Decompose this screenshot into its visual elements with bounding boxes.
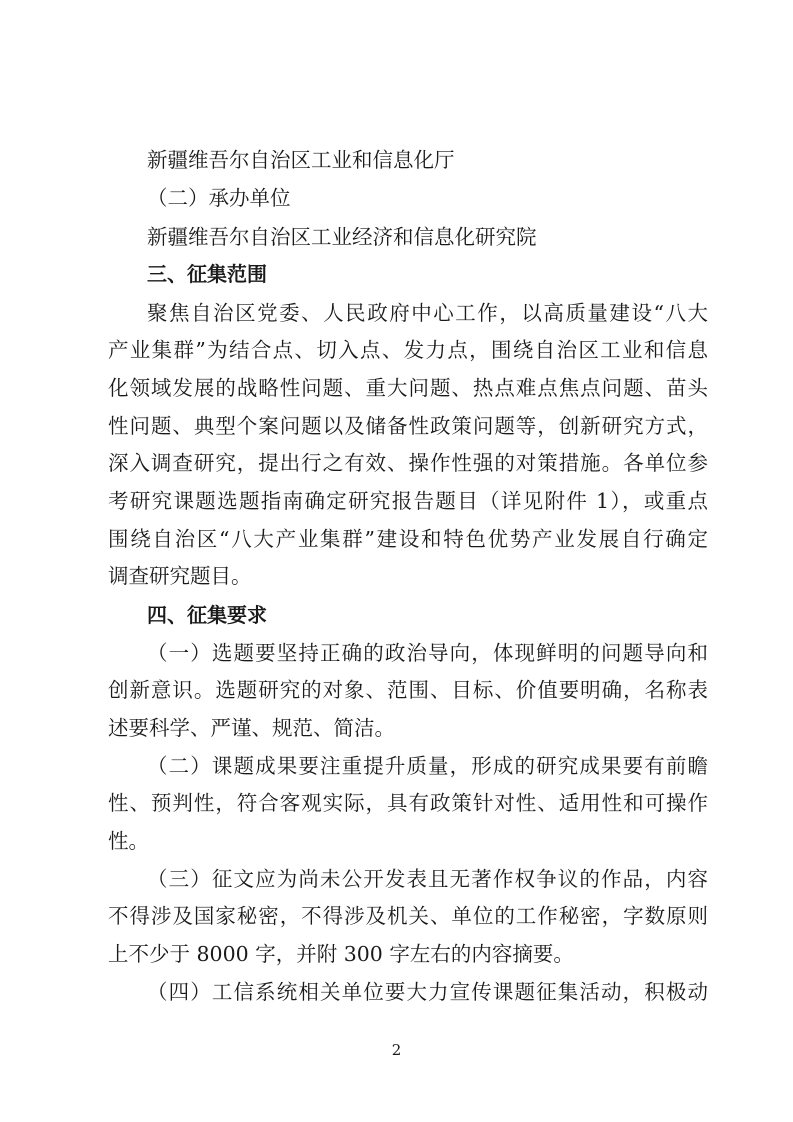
paragraph-requirement-2-line: 性、预判性，符合客观实际，具有政策针对性、适用性和可操作 <box>108 791 708 815</box>
paragraph-scope-line: 深入调查研究，提出行之有效、操作性强的对策措施。各单位参 <box>108 451 708 475</box>
section-heading-host-unit: （二）承办单位 <box>147 186 291 210</box>
paragraph-scope-line: 性问题、典型个案问题以及储备性政策问题等，创新研究方式， <box>108 414 708 438</box>
organizer-name: 新疆维吾尔自治区工业和信息化厅 <box>147 148 455 172</box>
paragraph-scope-line: 围绕自治区“八大产业集群”建设和特色优势产业发展自行确定 <box>108 527 708 551</box>
host-unit-name: 新疆维吾尔自治区工业经济和信息化研究院 <box>147 225 537 249</box>
paragraph-scope-line: 化领域发展的战略性问题、重大问题、热点难点焦点问题、苗头 <box>108 376 708 400</box>
paragraph-scope-line: 考研究课题选题指南确定研究报告题目（详见附件 1），或重点 <box>108 489 708 513</box>
paragraph-requirement-1-line: （一）选题要坚持正确的政治导向，体现鲜明的问题导向和 <box>147 641 708 665</box>
paragraph-scope-line: 产业集群”为结合点、切入点、发力点，围绕自治区工业和信息 <box>108 338 708 362</box>
paragraph-requirement-3-line: 上不少于 8000 字，并附 300 字左右的内容摘要。 <box>108 942 574 966</box>
paragraph-requirement-3-line: （三）征文应为尚未公开发表且无著作权争议的作品，内容 <box>147 867 708 891</box>
paragraph-scope-line: 调查研究题目。 <box>108 564 252 588</box>
paragraph-scope-line: 聚焦自治区党委、人民政府中心工作，以高质量建设“八大 <box>147 301 708 325</box>
section-heading-requirements: 四、征集要求 <box>147 603 267 627</box>
paragraph-requirement-3-line: 不得涉及国家秘密，不得涉及机关、单位的工作秘密，字数原则 <box>108 904 708 928</box>
page-number: 2 <box>391 1041 402 1059</box>
paragraph-requirement-1-line: 述要科学、严谨、规范、简洁。 <box>108 716 395 740</box>
paragraph-requirement-1-line: 创新意识。选题研究的对象、范围、目标、价值要明确，名称表 <box>108 678 708 702</box>
paragraph-requirement-2-line: 性。 <box>108 829 149 853</box>
paragraph-requirement-2-line: （二）课题成果要注重提升质量，形成的研究成果要有前瞻 <box>147 754 708 778</box>
paragraph-requirement-4-line: （四）工信系统相关单位要大力宣传课题征集活动，积极动 <box>147 980 708 1004</box>
section-heading-scope: 三、征集范围 <box>147 262 267 286</box>
